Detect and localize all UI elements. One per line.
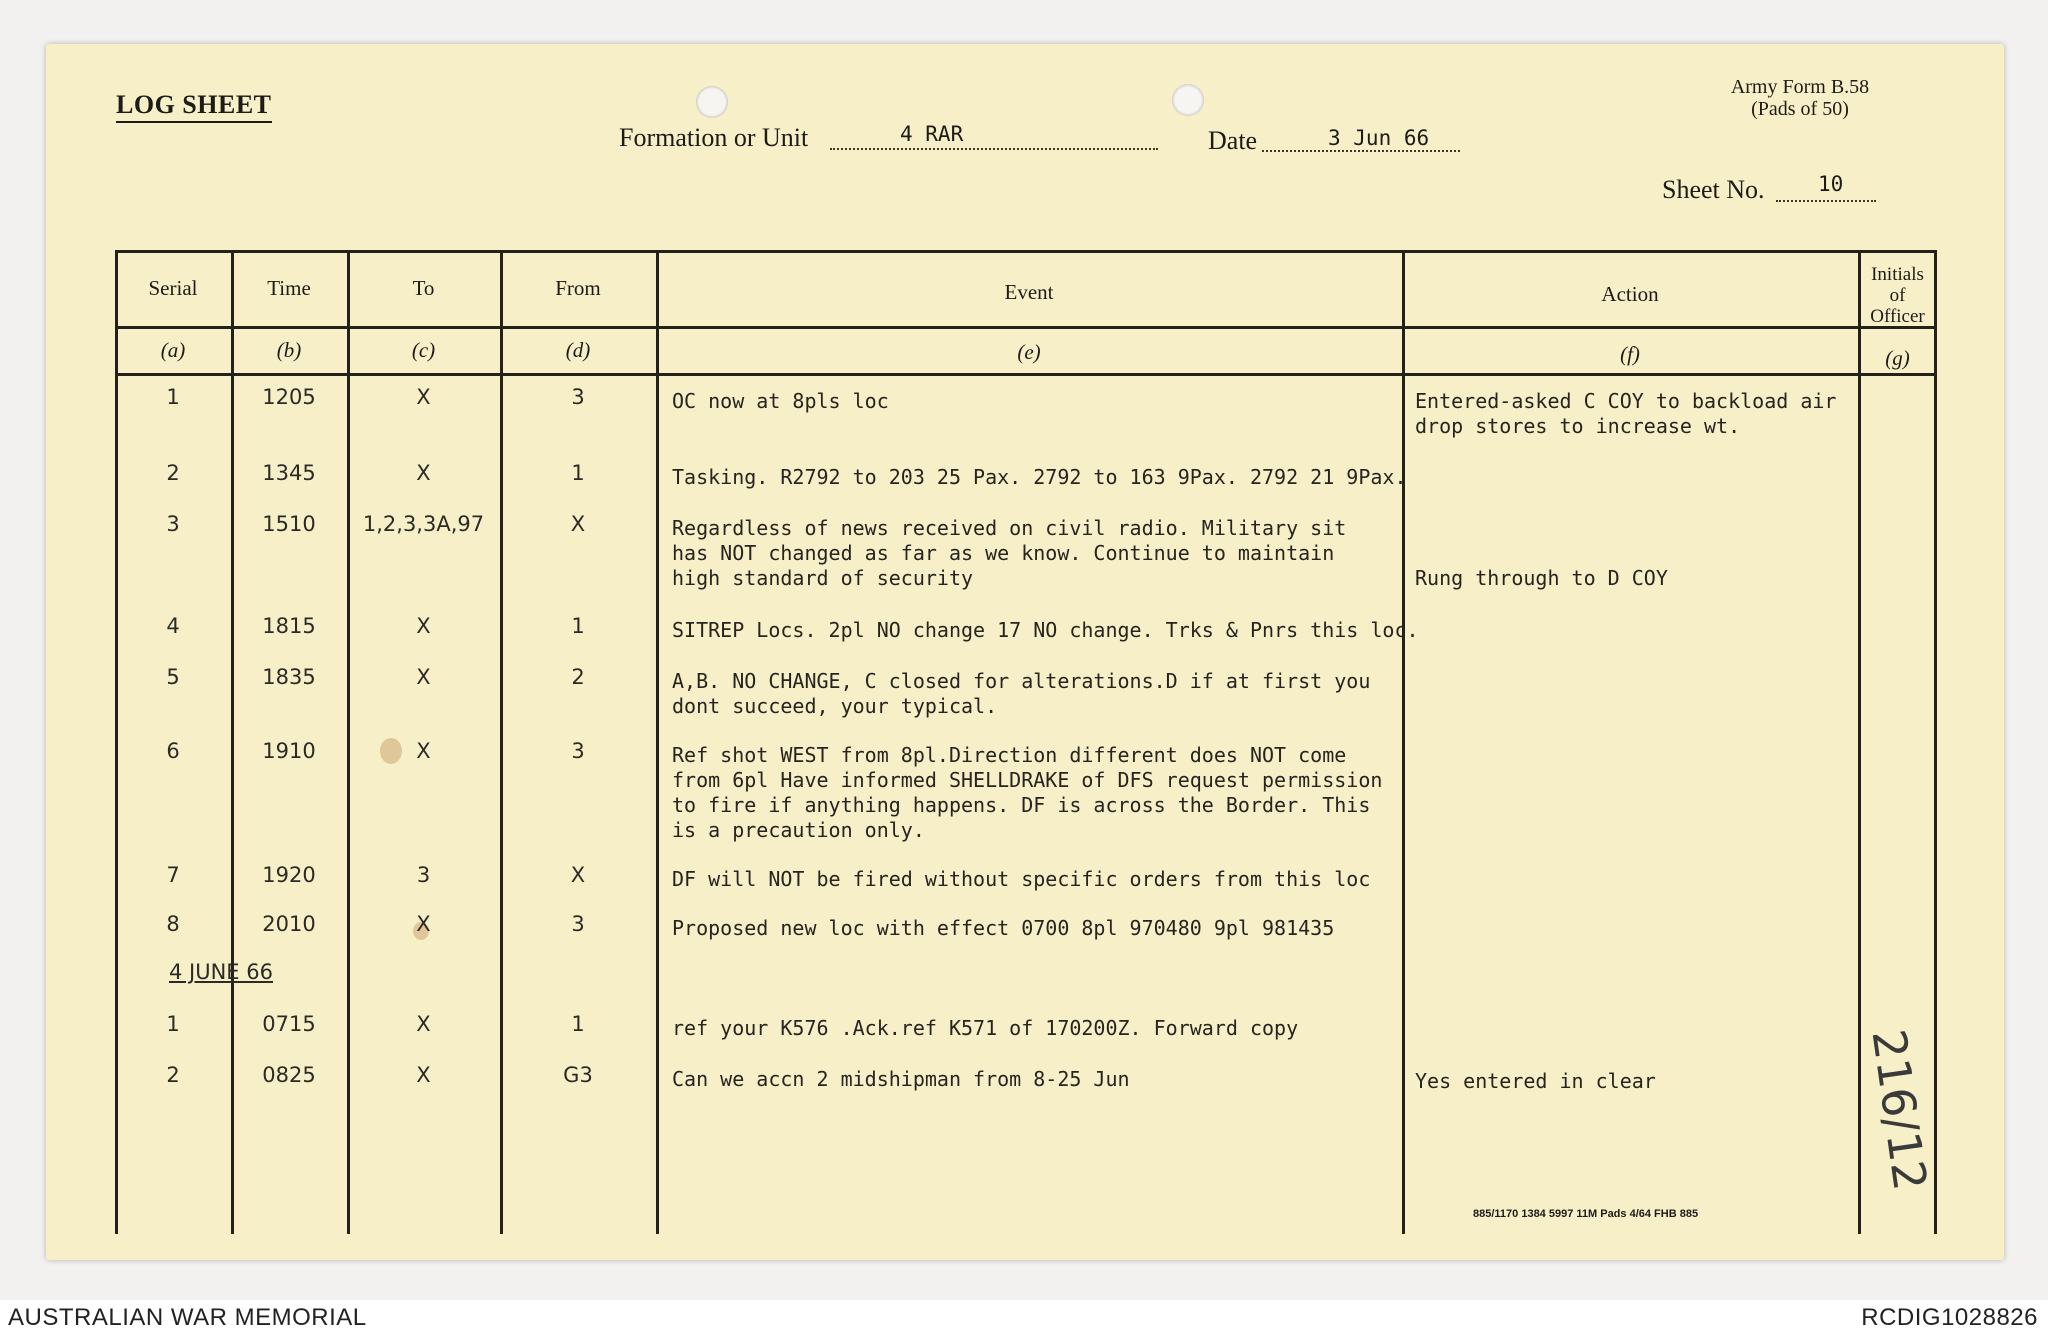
event-cell: SITREP Locs. 2pl NO change 17 NO change. Trks & Pnrs this loc. bbox=[672, 618, 1419, 642]
to-cell: X bbox=[416, 1063, 431, 1087]
sheet-number-label: Sheet No. bbox=[1662, 175, 1765, 204]
to-cell: X bbox=[416, 912, 431, 936]
date-dotted-line bbox=[1262, 150, 1460, 152]
header-time: Time bbox=[267, 276, 311, 300]
event-cell: DF will NOT be fired without specific orders from this loc bbox=[672, 867, 1371, 891]
action-cell: Rung through to D COY bbox=[1415, 566, 1668, 590]
time-cell: 1510 bbox=[262, 512, 316, 536]
footer-credit: AUSTRALIAN WAR MEMORIAL bbox=[8, 1304, 367, 1331]
from-cell: 2 bbox=[571, 665, 585, 689]
to-cell: 1,2,3,3A,97 bbox=[362, 512, 485, 536]
event-cell: ref your K576 .Ack.ref K571 of 170200Z. Forward copy bbox=[672, 1016, 1299, 1040]
time-cell: 0825 bbox=[262, 1063, 316, 1087]
to-cell: X bbox=[416, 614, 431, 638]
to-cell: 3 bbox=[416, 863, 431, 887]
margin-annotation: 216/12 bbox=[1861, 1026, 1938, 1194]
formation-label: Formation or Unit bbox=[619, 123, 809, 152]
form-title: LOG SHEET bbox=[116, 90, 272, 123]
event-cell: Regardless of news received on civil radio. Military sit has NOT changed as far as we know. Continue to maintain high standard of security bbox=[672, 516, 1347, 590]
column-rule bbox=[1858, 250, 1861, 1234]
sheet-number-value: 10 bbox=[1818, 172, 1844, 196]
from-cell: X bbox=[570, 512, 586, 536]
from-cell: G3 bbox=[563, 1063, 593, 1087]
column-rule bbox=[656, 250, 659, 1234]
time-cell: 1345 bbox=[262, 461, 316, 485]
header-action: Action bbox=[1601, 282, 1659, 306]
header-letter-a: (a) bbox=[160, 338, 186, 362]
formation-dotted-line bbox=[830, 148, 1158, 150]
header-letter-d: (d) bbox=[565, 338, 591, 362]
time-cell: 0715 bbox=[262, 1012, 316, 1036]
serial-cell: 5 bbox=[166, 665, 180, 689]
action-cell: Entered-asked C COY to backload air drop stores to increase wt. bbox=[1415, 389, 1837, 438]
serial-cell: 1 bbox=[166, 385, 180, 409]
time-cell: 1835 bbox=[262, 665, 316, 689]
serial-cell: 1 bbox=[166, 1012, 180, 1036]
time-cell: 1920 bbox=[262, 863, 316, 887]
event-cell: Can we accn 2 midshipman from 8-25 Jun bbox=[672, 1067, 1130, 1091]
footer-record-id: RCDIG1028826 bbox=[1861, 1304, 2038, 1331]
date-label: Date bbox=[1208, 126, 1258, 155]
from-cell: 3 bbox=[571, 912, 585, 936]
serial-cell: 7 bbox=[166, 863, 180, 887]
from-cell: 1 bbox=[571, 461, 585, 485]
event-cell: OC now at 8pls loc bbox=[672, 389, 889, 413]
event-cell: Tasking. R2792 to 203 25 Pax. 2792 to 163 9Pax. 2792 21 9Pax. bbox=[672, 465, 1407, 489]
serial-cell: 3 bbox=[166, 512, 180, 536]
to-cell: X bbox=[416, 1012, 431, 1036]
from-cell: 3 bbox=[571, 739, 585, 763]
serial-cell: 6 bbox=[166, 739, 180, 763]
punch-hole-right bbox=[1172, 84, 1204, 116]
from-cell: 1 bbox=[571, 614, 585, 638]
header-rule bbox=[115, 326, 1937, 329]
from-cell: 1 bbox=[571, 1012, 585, 1036]
column-rule bbox=[1934, 250, 1937, 1234]
header-event: Event bbox=[1004, 280, 1054, 304]
time-cell: 2010 bbox=[262, 912, 316, 936]
header-letter-f: (f) bbox=[1620, 342, 1640, 366]
header-letter-b: (b) bbox=[276, 338, 302, 362]
header-initials: Initials of Officer bbox=[1870, 264, 1925, 327]
to-cell: X bbox=[416, 739, 431, 763]
time-cell: 1815 bbox=[262, 614, 316, 638]
header-to: To bbox=[412, 276, 435, 300]
serial-cell: 4 bbox=[166, 614, 180, 638]
header-letter-g: (g) bbox=[1885, 346, 1910, 370]
print-code: 885/1170 1384 5997 11M Pads 4/64 FHB 885 bbox=[1473, 1208, 1699, 1220]
pads-note: (Pads of 50) bbox=[1751, 98, 1849, 120]
time-cell: 1910 bbox=[262, 739, 316, 763]
army-form-number: Army Form B.58 bbox=[1730, 76, 1870, 98]
from-cell: 3 bbox=[571, 385, 585, 409]
date-divider: 4 JUNE 66 bbox=[169, 960, 273, 984]
header-letter-e: (e) bbox=[1017, 340, 1041, 364]
serial-cell: 2 bbox=[166, 1063, 180, 1087]
date-value: 3 Jun 66 bbox=[1328, 126, 1430, 150]
punch-hole-left bbox=[696, 86, 728, 118]
event-cell: A,B. NO CHANGE, C closed for alterations.D if at first you dont succeed, your typical. bbox=[672, 669, 1371, 718]
action-cell: Yes entered in clear bbox=[1415, 1069, 1656, 1093]
to-cell: X bbox=[416, 385, 431, 409]
event-cell: Proposed new loc with effect 0700 8pl 970480 9pl 981435 bbox=[672, 916, 1335, 940]
table-top-rule bbox=[115, 250, 1937, 253]
header-from: From bbox=[555, 276, 601, 300]
header-letter-c: (c) bbox=[411, 338, 436, 362]
to-cell: X bbox=[416, 665, 431, 689]
to-cell: X bbox=[416, 461, 431, 485]
time-cell: 1205 bbox=[262, 385, 316, 409]
serial-cell: 8 bbox=[166, 912, 180, 936]
log-table bbox=[115, 250, 1937, 1234]
subheader-rule bbox=[115, 373, 1937, 376]
from-cell: X bbox=[570, 863, 586, 887]
event-cell: Ref shot WEST from 8pl.Direction different does NOT come from 6pl Have informed SHELLDRAKE of DFS request permission to fire if anything happens. DF is across the Border. This is a precaution only. bbox=[672, 743, 1383, 842]
sheet-number-dotted-line bbox=[1776, 200, 1876, 202]
serial-cell: 2 bbox=[166, 461, 180, 485]
formation-value: 4 RAR bbox=[900, 122, 964, 146]
header-serial: Serial bbox=[148, 276, 198, 300]
